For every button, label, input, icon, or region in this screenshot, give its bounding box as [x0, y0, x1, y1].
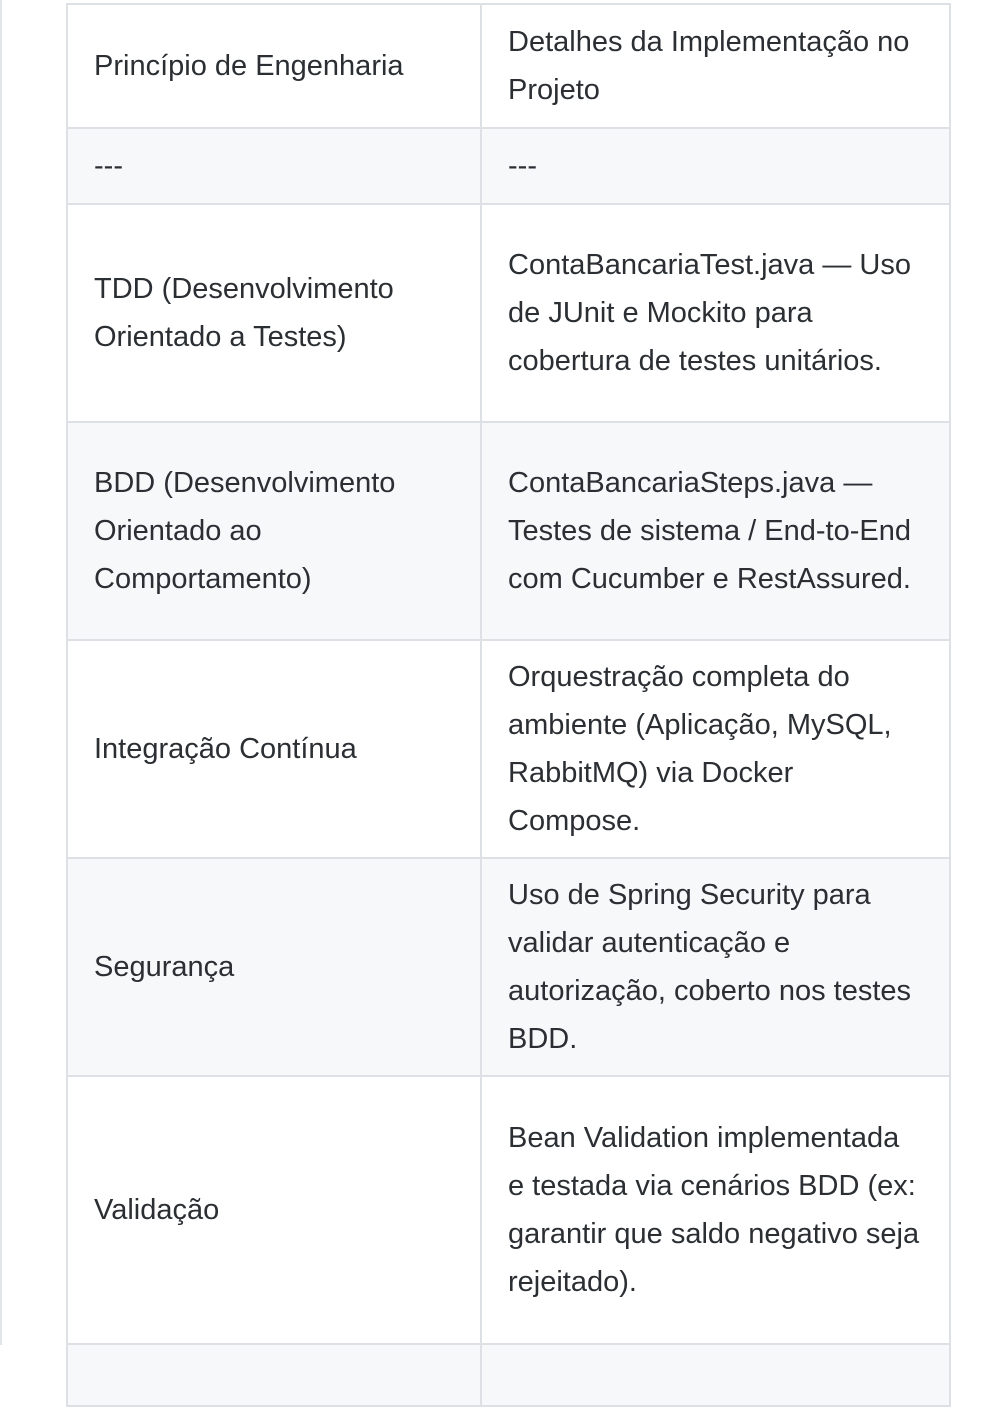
- engineering-principles-table: [66, 3, 951, 1407]
- left-divider: [0, 0, 2, 1345]
- header-cell-principle: Princípio de Engenharia: [67, 4, 481, 128]
- details-cell: ContaBancariaSteps.java — Testes de sistema / End-to-End com Cucumber e RestAssured.: [481, 422, 950, 640]
- table-separator-row: [67, 128, 950, 204]
- table-row: [67, 204, 950, 422]
- separator-cell-details: ---: [481, 128, 950, 204]
- table-row-partial: [67, 1344, 950, 1406]
- table-header-row: [67, 4, 950, 128]
- principle-cell-empty: [67, 1344, 481, 1406]
- table-row: [67, 1076, 950, 1344]
- engineering-table-container: [66, 3, 949, 1407]
- details-cell-empty: [481, 1344, 950, 1406]
- table-row: [67, 422, 950, 640]
- details-cell: Orquestração completa do ambiente (Aplicação, MySQL, RabbitMQ) via Docker Compose.: [481, 640, 950, 858]
- table-row: [67, 640, 950, 858]
- details-cell: Uso de Spring Security para validar autenticação e autorização, coberto nos testes BDD.: [481, 858, 950, 1076]
- principle-cell: Integração Contínua: [67, 640, 481, 858]
- principle-cell: Segurança: [67, 858, 481, 1076]
- principle-cell: TDD (Desenvolvimento Orientado a Testes): [67, 204, 481, 422]
- header-cell-details: Detalhes da Implementação no Projeto: [481, 4, 950, 128]
- details-cell: Bean Validation implementada e testada via cenários BDD (ex: garantir que saldo negativo seja rejeitado).: [481, 1076, 950, 1344]
- details-cell: ContaBancariaTest.java — Uso de JUnit e Mockito para cobertura de testes unitários.: [481, 204, 950, 422]
- separator-cell-principle: ---: [67, 128, 481, 204]
- table-row: [67, 858, 950, 1076]
- principle-cell: Validação: [67, 1076, 481, 1344]
- principle-cell: BDD (Desenvolvimento Orientado ao Comportamento): [67, 422, 481, 640]
